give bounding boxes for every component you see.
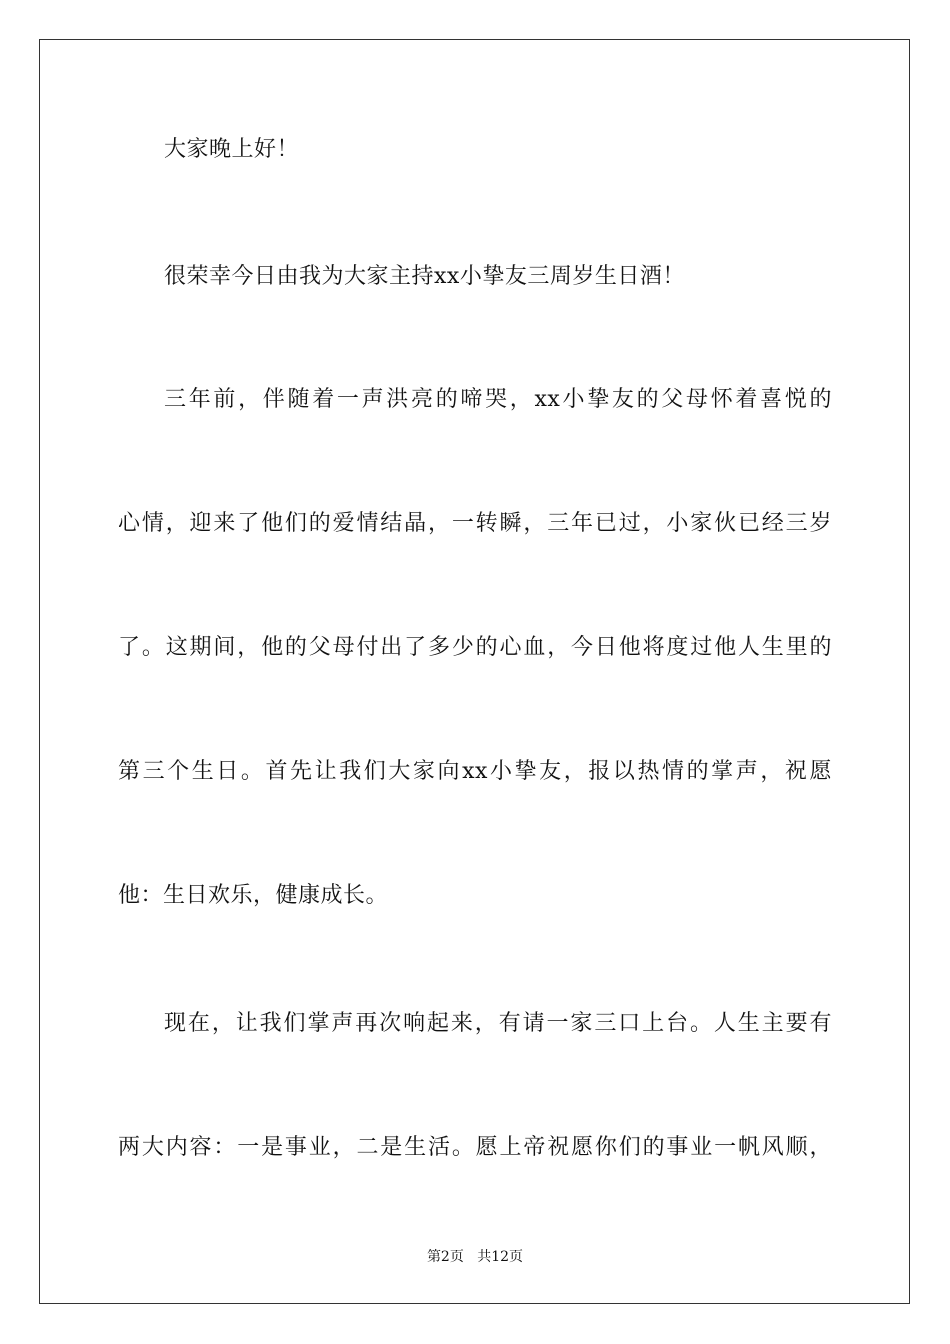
paragraph-line: 心情，迎来了他们的爱情结晶，一转瞬，三年已过，小家伙已经三岁 [118,511,832,536]
intro-line: 很荣幸今日由我为大家主持xx小挚友三周岁生日酒！ [164,264,685,289]
paragraph-line: 三年前，伴随着一声洪亮的啼哭，xx小挚友的父母怀着喜悦的 [164,387,832,412]
page-footer [0,1248,950,1266]
paragraph-line: 了。这期间，他的父母付出了多少的心血，今日他将度过他人生里的 [118,635,832,660]
total-pages-label: 共12页 [477,1249,524,1265]
paragraph-line: 现在，让我们掌声再次响起来，有请一家三口上台。人生主要有 [164,1011,832,1036]
paragraph-line: 他：生日欢乐，健康成长。 [118,883,389,908]
page-border [39,39,910,1304]
paragraph-line: 第三个生日。首先让我们大家向xx小挚友，报以热情的掌声，祝愿 [118,759,832,784]
greeting-line: 大家晚上好！ [164,137,300,162]
current-page-label: 第2页 [426,1249,464,1265]
paragraph-line: 两大内容：一是事业，二是生活。愿上帝祝愿你们的事业一帆风顺， [118,1135,832,1160]
